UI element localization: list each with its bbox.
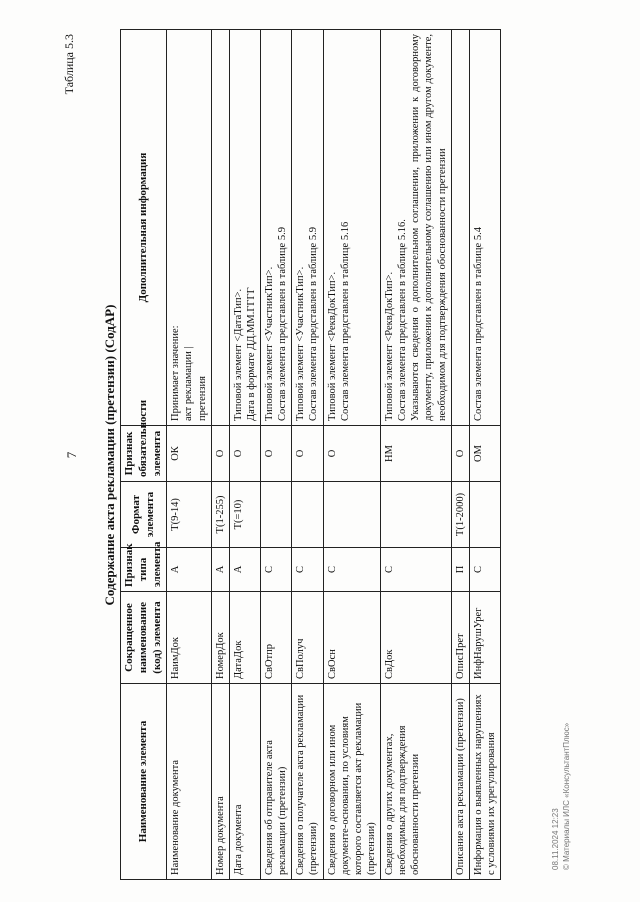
print-stamp bbox=[551, 723, 572, 870]
table-title: Содержание акта рекламации (претензии) (СодАР) bbox=[102, 304, 117, 606]
info-line: Типовой элемент <ДатаТип>. bbox=[232, 288, 244, 421]
cell-name: Сведения об отправителе акта рекламации (претензии) bbox=[261, 684, 292, 880]
cell-info bbox=[229, 30, 260, 426]
cell-type: С bbox=[469, 548, 500, 592]
cell-code: НомерДок bbox=[211, 592, 229, 684]
table-row bbox=[211, 30, 229, 880]
info-line: Состав элемента представлен в таблице 5.16 bbox=[339, 221, 351, 421]
cell-code: СвОтпр bbox=[261, 592, 292, 684]
header-type: Признак типа элемента bbox=[121, 548, 167, 592]
cell-info bbox=[292, 30, 323, 426]
cell-info bbox=[469, 30, 500, 426]
cell-required: О bbox=[261, 426, 292, 482]
info-line: Типовой элемент <УчастникТип>. bbox=[264, 266, 275, 421]
info-line: Типовой элемент <УчастникТип>. bbox=[295, 266, 307, 421]
cell-info bbox=[381, 30, 452, 426]
cell-info bbox=[211, 30, 229, 426]
stamp-line: © Материалы ИЛС «КонсультантПлюс» bbox=[561, 722, 571, 870]
table-row bbox=[167, 30, 211, 880]
cell-name: Сведения о получателе акта рекламации (претензии) bbox=[292, 684, 323, 880]
cell-code: СвДок bbox=[381, 592, 452, 684]
cell-type: А bbox=[229, 548, 260, 592]
cell-code: ИнфНарушУрег bbox=[469, 592, 500, 684]
cell-name: Сведения о других документах, необходимых для подтверждения обоснованности претензии bbox=[381, 684, 452, 880]
cell-name: Наименование документа bbox=[167, 684, 211, 880]
rotated-sheet bbox=[60, 30, 580, 880]
table-row bbox=[229, 30, 260, 880]
cell-code: ДатаДок bbox=[229, 592, 260, 684]
info-line: Состав элемента представлен в таблице 5.9 bbox=[277, 227, 289, 421]
info-line: Состав элемента представлен в таблице 5.16. bbox=[397, 219, 409, 421]
cell-format: Т(1-2000) bbox=[451, 482, 469, 548]
info-line: Состав элемента представлен в таблице 5.9 bbox=[308, 227, 320, 421]
cell-required: О bbox=[229, 426, 260, 482]
cell-code: СвПолуч bbox=[292, 592, 323, 684]
table-row bbox=[323, 30, 381, 880]
info-line: Дата в формате ДД.ММ.ГГГГ bbox=[245, 287, 257, 421]
cell-type: А bbox=[167, 548, 211, 592]
cell-format: Т(9-14) bbox=[167, 482, 211, 548]
cell-info bbox=[323, 30, 381, 426]
cell-format bbox=[469, 482, 500, 548]
header-info: Дополнительная информация bbox=[121, 30, 167, 426]
cell-name: Дата документа bbox=[229, 684, 260, 880]
stamp-line: 08.11.2024 12:23 bbox=[551, 808, 561, 870]
cell-code: ОписПрет bbox=[451, 592, 469, 684]
info-line: Типовой элемент <РеквДокТип>. bbox=[326, 271, 338, 421]
info-line: Принимает значение: bbox=[170, 325, 182, 421]
cell-required: НМ bbox=[381, 426, 452, 482]
cell-format: Т(=10) bbox=[229, 482, 260, 548]
cell-info bbox=[451, 30, 469, 426]
table-row bbox=[292, 30, 323, 880]
cell-format bbox=[381, 482, 452, 548]
table-row bbox=[381, 30, 452, 880]
info-line: Состав элемента представлен в таблице 5.4 bbox=[472, 227, 484, 421]
cell-code: СвОсн bbox=[323, 592, 381, 684]
cell-type: С bbox=[261, 548, 292, 592]
cell-name: Информация о выявленных нарушениях с условиями их урегулирования bbox=[469, 684, 500, 880]
cell-code: НаимДок bbox=[167, 592, 211, 684]
cell-required: ОМ bbox=[469, 426, 500, 482]
info-line: Указываются сведения о дополнительном соглашении, приложении к договорному документу, приложении к дополнительному соглашению или ином другом документе, необходимом для подтверждения обоснованности претензии bbox=[410, 34, 448, 421]
info-line: претензия bbox=[196, 376, 208, 421]
cell-info bbox=[167, 30, 211, 426]
cell-type: А bbox=[211, 548, 229, 592]
cell-required: О bbox=[451, 426, 469, 482]
cell-info bbox=[261, 30, 292, 426]
table-header-row bbox=[121, 30, 167, 880]
cell-required: О bbox=[211, 426, 229, 482]
cell-name: Сведения о договорном или ином документе-основании, по условиям которого составляется акт рекламации (претензии) bbox=[323, 684, 381, 880]
cell-required: ОК bbox=[167, 426, 211, 482]
cell-required: О bbox=[323, 426, 381, 482]
cell-format: Т(1-255) bbox=[211, 482, 229, 548]
cell-type: П bbox=[451, 548, 469, 592]
info-line: Типовой элемент <РеквДокТип>. bbox=[384, 271, 395, 421]
cell-format bbox=[261, 482, 292, 548]
header-name: Наименование элемента bbox=[121, 684, 167, 880]
header-format: Формат элемента bbox=[121, 482, 167, 548]
cell-required: О bbox=[292, 426, 323, 482]
table-row bbox=[451, 30, 469, 880]
cell-type: С bbox=[381, 548, 452, 592]
table-row bbox=[261, 30, 292, 880]
page-number: 7 bbox=[64, 451, 79, 459]
info-line: акт рекламации | bbox=[183, 346, 195, 421]
cell-name: Описание акта рекламации (претензии) bbox=[451, 684, 469, 880]
header-required: Признак обязательности элемента bbox=[121, 426, 167, 482]
cell-type: С bbox=[292, 548, 323, 592]
cell-type: С bbox=[323, 548, 381, 592]
cell-format bbox=[323, 482, 381, 548]
cell-format bbox=[292, 482, 323, 548]
table-row bbox=[469, 30, 500, 880]
header-code: Сокращенное наименование (код) элемента bbox=[121, 592, 167, 684]
cell-name: Номер документа bbox=[211, 684, 229, 880]
elements-table bbox=[120, 29, 501, 880]
table-reference: Таблица 5.3 bbox=[62, 34, 76, 95]
